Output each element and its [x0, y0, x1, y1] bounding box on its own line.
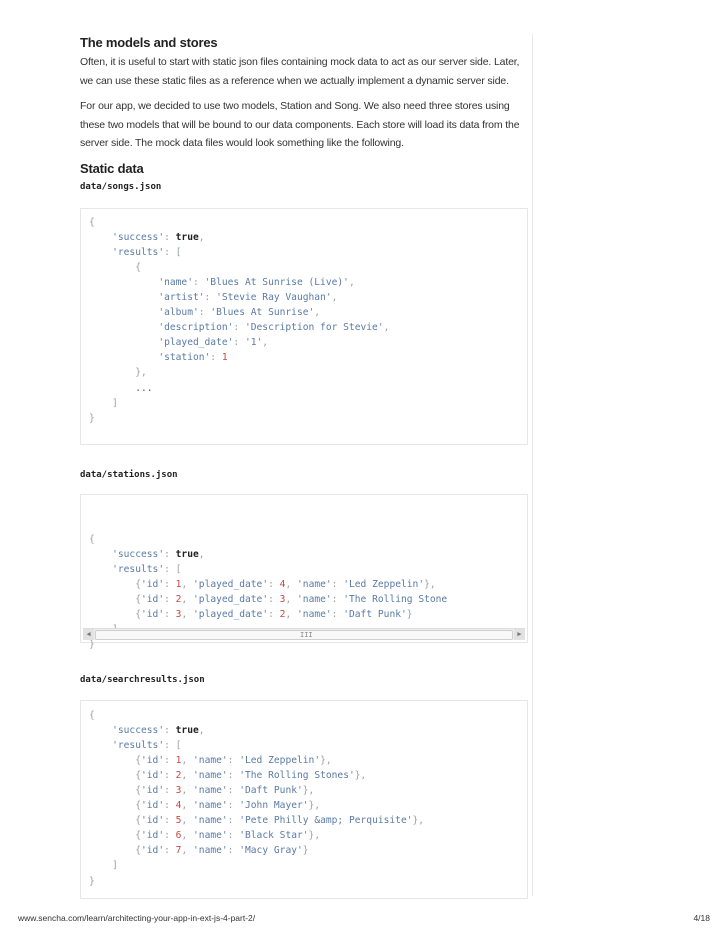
code-line	[89, 215, 527, 230]
code-token: :	[268, 578, 280, 590]
code-token: 'Pete Philly &amp; Perquisite'	[239, 815, 413, 827]
footer-url[interactable]: www.sencha.com/learn/architecting-your-app-in-ext-js-4-part-2/	[18, 913, 256, 923]
code-token: 'name'	[193, 845, 228, 857]
code-token: 'results'	[112, 739, 165, 751]
code-token: ]	[112, 397, 118, 409]
code-token: 'album'	[158, 307, 199, 319]
code-token: 'played_date'	[193, 594, 269, 606]
code-token: {	[135, 261, 141, 273]
code-token	[89, 785, 135, 796]
code-token: ...	[135, 382, 153, 394]
code-token: true	[175, 231, 199, 243]
code-token: :	[164, 830, 176, 842]
code-token: }	[89, 639, 95, 651]
code-token	[89, 322, 158, 333]
code-token: ,	[348, 276, 355, 288]
code-token: 'results'	[112, 563, 165, 575]
code-line	[89, 843, 527, 858]
code-token: ,	[198, 231, 205, 243]
code-token: }	[302, 845, 309, 857]
code-token: 'name'	[193, 800, 228, 812]
code-token	[89, 262, 135, 273]
scroll-right-icon[interactable]: ▶	[514, 629, 525, 640]
code-token: ,	[383, 322, 390, 334]
code-token: 'id'	[141, 769, 165, 781]
code-token: :	[331, 609, 344, 621]
code-token: {	[135, 784, 141, 796]
code-token: },	[412, 815, 425, 827]
horizontal-scrollbar[interactable]	[83, 628, 525, 640]
code-token: },	[308, 800, 321, 812]
code-line	[89, 858, 527, 873]
code-line	[89, 335, 527, 350]
code-token: {	[135, 769, 141, 781]
code-token	[89, 383, 135, 394]
code-line	[89, 532, 527, 547]
code-token: :	[164, 800, 176, 812]
code-token: 'Daft Punk'	[343, 609, 407, 621]
code-token: 'name'	[193, 754, 228, 766]
code-token: :	[164, 769, 176, 781]
code-token: {	[135, 830, 141, 842]
code-line	[89, 828, 527, 843]
code-token: : [	[164, 246, 182, 258]
code-token	[89, 830, 135, 841]
code-token	[89, 770, 135, 781]
code-token: {	[89, 216, 95, 228]
code-token: 'success'	[112, 231, 165, 243]
code-token: :	[331, 594, 344, 606]
code-line	[89, 768, 527, 783]
code-token: :	[164, 594, 176, 606]
code-token	[89, 579, 135, 590]
code-token: 'John Mayer'	[239, 800, 309, 812]
code-token: },	[354, 769, 367, 781]
code-token: 'name'	[297, 594, 332, 606]
code-line	[89, 305, 527, 320]
code-token: 'success'	[112, 724, 165, 736]
code-token: ,	[314, 307, 321, 319]
code-token	[89, 860, 112, 871]
code-token: {	[135, 594, 141, 606]
code-token: 'name'	[193, 769, 228, 781]
code-token: ,	[181, 845, 194, 857]
code-token: {	[135, 845, 141, 857]
code-token: 'artist'	[158, 291, 205, 303]
code-token: }	[89, 875, 95, 887]
code-token: :	[227, 800, 240, 812]
code-line	[89, 577, 527, 592]
code-token: {	[135, 754, 141, 766]
code-token: ,	[181, 754, 194, 766]
scroll-left-icon[interactable]: ◀	[83, 629, 94, 640]
code-token: 'name'	[297, 578, 332, 590]
code-token: :	[227, 784, 240, 796]
code-token: 1	[175, 578, 182, 590]
code-token	[89, 307, 158, 318]
code-token: ,	[181, 609, 194, 621]
code-token: ,	[181, 815, 194, 827]
code-token: 'id'	[141, 784, 165, 796]
code-line	[89, 708, 527, 723]
code-token: :	[268, 609, 280, 621]
code-token: :	[227, 815, 240, 827]
file-label-songs: data/songs.json	[80, 181, 162, 192]
code-token: :	[268, 594, 280, 606]
code-token: 2	[279, 609, 286, 621]
models-paragraph: For our app, we decided to use two models, Station and Song. We also need three stores using these two models that will be bound to our data components. Each store will load its data from the server side. The mock data files would look something like the following.	[80, 100, 520, 149]
code-token: 7	[175, 845, 182, 857]
code-token: 2	[175, 594, 182, 606]
code-line	[89, 260, 527, 275]
code-token: },	[424, 578, 436, 590]
code-token: },	[302, 784, 315, 796]
code-line	[89, 396, 527, 411]
code-token: }	[89, 412, 95, 424]
code-token: }	[406, 609, 413, 621]
code-token: '1'	[244, 337, 263, 349]
code-token: : [	[164, 739, 182, 751]
code-token: :	[227, 845, 240, 857]
code-token	[89, 398, 112, 409]
code-token: 'played_date'	[158, 337, 234, 349]
code-token: :	[164, 548, 176, 560]
code-token: true	[175, 724, 199, 736]
code-token	[89, 352, 158, 363]
code-line	[89, 607, 527, 622]
code-token: 'name'	[158, 276, 193, 288]
grip-icon: III	[300, 630, 313, 639]
code-token: ,	[181, 800, 194, 812]
code-token: 'results'	[112, 246, 165, 258]
code-token: 'id'	[141, 815, 165, 827]
page-footer	[18, 913, 710, 923]
code-token	[89, 564, 112, 575]
code-line	[89, 738, 527, 753]
code-token: 'Black Star'	[239, 830, 309, 842]
code-token: 'id'	[141, 800, 165, 812]
code-token	[89, 725, 112, 736]
file-label-searchresults: data/searchresults.json	[80, 674, 205, 685]
code-token	[89, 292, 158, 303]
code-token: 'Blues At Sunrise'	[210, 307, 315, 319]
code-token: 'The Rolling Stones'	[239, 769, 355, 781]
code-token: 'id'	[141, 845, 165, 857]
code-line	[89, 813, 527, 828]
code-token	[89, 740, 112, 751]
code-token	[89, 755, 135, 766]
code-token: 3	[175, 609, 182, 621]
code-token: 3	[279, 594, 286, 606]
code-token: :	[227, 754, 240, 766]
code-token	[89, 232, 112, 243]
code-token: 'name'	[193, 815, 228, 827]
code-token: 4	[175, 800, 182, 812]
code-token: ,	[181, 578, 194, 590]
code-token	[89, 815, 135, 826]
code-token: :	[233, 337, 245, 349]
code-line	[89, 753, 527, 768]
code-token: ,	[198, 548, 205, 560]
code-token	[89, 845, 135, 856]
code-token: :	[164, 784, 176, 796]
code-token: ]	[112, 860, 118, 872]
code-line	[89, 381, 527, 396]
code-token: {	[89, 709, 95, 721]
code-token	[89, 609, 135, 620]
code-token: ,	[198, 724, 205, 736]
code-token: :	[210, 352, 222, 364]
code-token: 'played_date'	[193, 578, 269, 590]
code-token	[89, 247, 112, 258]
code-token: :	[164, 815, 176, 827]
code-token: true	[175, 548, 199, 560]
code-token	[89, 367, 135, 378]
code-line	[89, 245, 527, 260]
code-token	[89, 277, 158, 288]
code-token: 'station'	[158, 352, 211, 364]
code-token: :	[192, 276, 205, 288]
scrollbar-thumb[interactable]	[95, 630, 513, 640]
code-token: :	[204, 291, 217, 303]
code-token: 'name'	[193, 830, 228, 842]
code-token: 2	[175, 769, 182, 781]
code-token: 'Description for Stevie'	[244, 322, 384, 334]
code-line	[89, 547, 527, 562]
code-line	[89, 723, 527, 738]
code-line	[89, 874, 527, 889]
code-token: : [	[164, 563, 182, 575]
code-line	[89, 562, 527, 577]
code-token: {	[89, 533, 95, 545]
code-token: ,	[285, 578, 298, 590]
code-token: {	[135, 578, 141, 590]
code-token: ,	[285, 594, 298, 606]
code-token	[89, 594, 135, 605]
code-token: 'Stevie Ray Vaughan'	[216, 291, 332, 303]
code-line	[89, 275, 527, 290]
code-token: 'id'	[141, 578, 165, 590]
code-token: },	[320, 754, 332, 766]
code-token: ,	[181, 830, 194, 842]
code-line	[89, 290, 527, 305]
page-number: 4/18	[693, 913, 710, 923]
code-token: {	[135, 800, 141, 812]
code-token	[89, 800, 135, 811]
code-token: 'id'	[141, 594, 165, 606]
code-token: 4	[279, 578, 286, 590]
code-token: 'Macy Gray'	[239, 845, 303, 857]
code-line	[89, 637, 527, 652]
code-token: 'success'	[112, 548, 165, 560]
code-line	[89, 798, 527, 813]
code-line	[89, 320, 527, 335]
code-line	[89, 592, 527, 607]
code-token: :	[198, 307, 211, 319]
code-token: ,	[262, 337, 269, 349]
code-token: 'id'	[141, 609, 165, 621]
code-block-searchresults	[80, 700, 528, 899]
code-token	[89, 549, 112, 560]
code-token	[89, 337, 158, 348]
code-token: 3	[175, 784, 182, 796]
code-token: :	[227, 830, 240, 842]
code-line	[89, 350, 527, 365]
code-token: },	[308, 830, 321, 842]
code-token: :	[233, 322, 245, 334]
code-token: :	[164, 754, 176, 766]
code-block-songs	[80, 208, 528, 445]
code-token: 'name'	[193, 784, 228, 796]
file-label-stations: data/stations.json	[80, 469, 178, 480]
code-line	[89, 230, 527, 245]
section-title: The models and stores	[80, 35, 218, 50]
code-token: :	[331, 578, 344, 590]
code-token: 'played_date'	[193, 609, 269, 621]
code-token: 'The Rolling Stone	[343, 594, 448, 606]
code-token: 'Daft Punk'	[239, 784, 303, 796]
code-token: },	[135, 367, 147, 379]
code-token: 6	[175, 830, 182, 842]
page-divider	[532, 34, 533, 896]
code-token: :	[164, 609, 176, 621]
code-token: :	[164, 231, 176, 243]
code-token: ,	[331, 291, 338, 303]
code-token: 'name'	[297, 609, 332, 621]
code-line	[89, 411, 527, 426]
code-line	[89, 783, 527, 798]
intro-paragraph: Often, it is useful to start with static json files containing mock data to act as our server side. Later, we can use these static files as a reference when we actually implement a dynamic server side.	[80, 56, 520, 87]
code-token: 'id'	[141, 754, 165, 766]
code-line	[89, 365, 527, 380]
code-token: 'description'	[158, 322, 234, 334]
static-data-heading: Static data	[80, 160, 144, 176]
code-block-stations	[80, 494, 528, 651]
code-token: 1	[221, 352, 228, 364]
code-token: {	[135, 609, 141, 621]
code-token: 'id'	[141, 830, 165, 842]
code-token: ,	[181, 594, 194, 606]
code-token: ,	[181, 784, 194, 796]
code-token: :	[227, 769, 240, 781]
code-token: :	[164, 724, 176, 736]
code-token: ,	[285, 609, 298, 621]
code-token: 'Led Zeppelin'	[239, 754, 321, 766]
code-token: 'Led Zeppelin'	[343, 578, 425, 590]
code-token: {	[135, 815, 141, 827]
code-token: 5	[175, 815, 182, 827]
code-token: 'Blues At Sunrise (Live)'	[204, 276, 349, 288]
code-token: 1	[175, 754, 182, 766]
article-content	[80, 34, 528, 899]
code-token: :	[164, 845, 176, 857]
code-token: ,	[181, 769, 194, 781]
code-token: :	[164, 578, 176, 590]
